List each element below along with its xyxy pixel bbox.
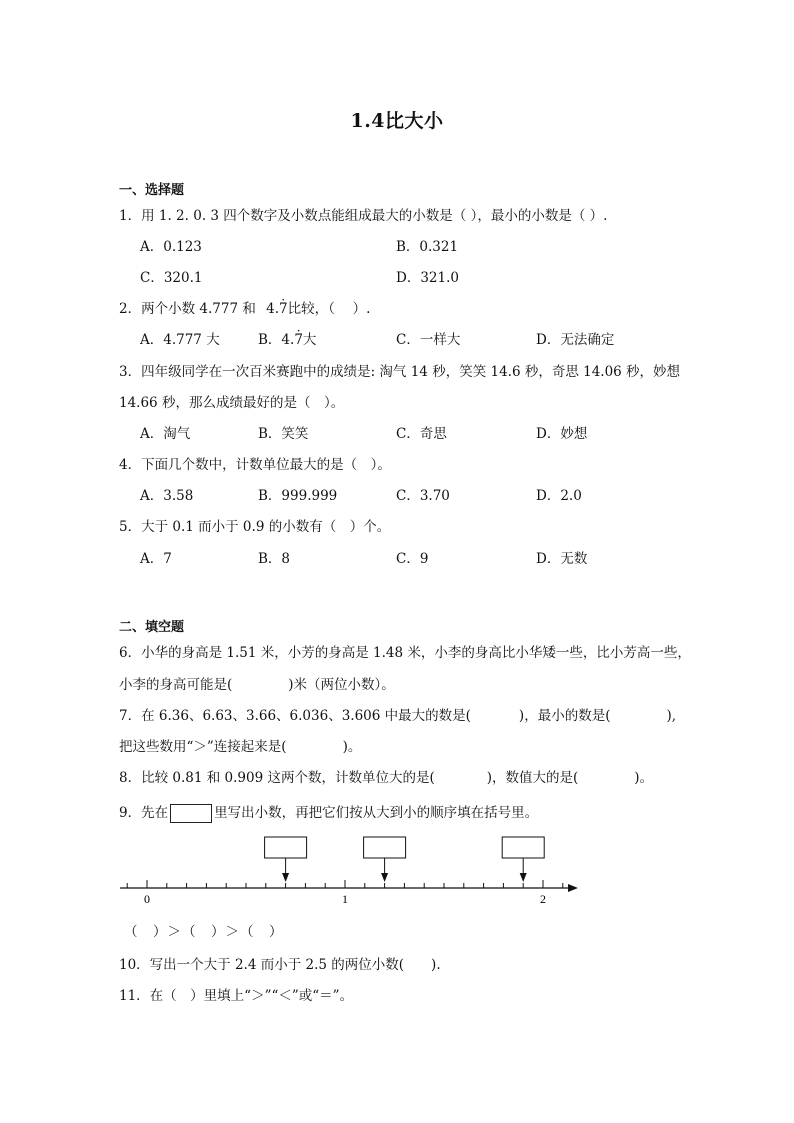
tick-label-0: 0 bbox=[144, 892, 150, 906]
question-1-option-d: D．321.0 bbox=[396, 270, 459, 286]
question-2-option-a: A．4.777 大 bbox=[140, 332, 220, 348]
question-4-option-b: B．999.999 bbox=[258, 488, 338, 504]
axis-arrowhead bbox=[568, 884, 578, 892]
repeating-digit: 7 · bbox=[279, 299, 288, 319]
question-6-line2: 小李的身高可能是( )米（两位小数）。 bbox=[119, 677, 395, 693]
marker-arrowhead bbox=[282, 873, 289, 882]
question-5-stem: 5．大于 0.1 而小于 0.9 的小数有（ ）个。 bbox=[119, 519, 391, 535]
question-2-stem-end: 比较，（ ）. bbox=[287, 301, 371, 317]
page-title: 1.4比大小 bbox=[350, 110, 444, 132]
question-4-option-a: A．3.58 bbox=[140, 488, 194, 504]
question-6-line1: 6．小华的身高是 1.51 米，小芳的身高是 1.48 米，小李的身高比小华矮一些，比小芳高一些， bbox=[119, 645, 691, 661]
question-2-stem-start: 2．两个小数 4.777 和 bbox=[119, 301, 256, 317]
question-3-option-b: B．笑笑 bbox=[258, 426, 309, 442]
question-5-option-d: D．无数 bbox=[536, 551, 588, 567]
question-1-option-a: A．0.123 bbox=[140, 239, 202, 255]
question-8-stem: 8．比较 0.81 和 0.909 这两个数，计数单位大的是( )，数值大的是( )。 bbox=[119, 770, 654, 786]
section-heading-choice: 一、选择题 bbox=[119, 183, 185, 198]
repeating-digit: 7 · bbox=[294, 330, 303, 350]
number-line-markers bbox=[265, 837, 545, 882]
section-heading-fill-blank: 二、填空题 bbox=[119, 620, 185, 635]
answer-box[interactable] bbox=[265, 837, 307, 858]
question-9-stem: 9．先在 里写出小数，再把它们按从大到小的顺序填在括号里。 bbox=[119, 805, 539, 821]
question-3-option-c: C．奇思 bbox=[396, 426, 447, 442]
tick-label-2: 2 bbox=[540, 892, 546, 906]
question-2-option-d: D．无法确定 bbox=[536, 332, 615, 348]
question-3-option-a: A．淘气 bbox=[140, 426, 191, 442]
question-7-line2: 把这些数用“＞”连接起来是( )。 bbox=[119, 739, 362, 755]
question-3-stem-line1: 3．四年级同学在一次百米赛跑中的成绩是: 淘气 14 秒，笑笑 14.6 秒，奇思 14.06 秒，妙想 bbox=[119, 364, 681, 380]
question-2-option-c: C．一样大 bbox=[396, 332, 461, 348]
question-2-option-b: B．4.7 ·大 bbox=[258, 330, 316, 350]
answer-box[interactable] bbox=[364, 837, 406, 858]
question-4-stem: 4．下面几个数中，计数单位最大的是（ ）。 bbox=[119, 457, 391, 473]
question-1-option-c: C．320.1 bbox=[140, 270, 203, 286]
question-9-answer-order: （ ）＞（ ）＞（ ） bbox=[124, 924, 284, 940]
question-5-option-c: C．9 bbox=[396, 551, 429, 567]
marker-arrowhead bbox=[381, 873, 388, 882]
question-4-option-d: D．2.0 bbox=[536, 488, 582, 504]
repeating-decimal: 4.7 · bbox=[266, 301, 287, 317]
marker-3 bbox=[502, 837, 544, 882]
question-7-line1: 7．在 6.36、6.63、3.66、6.036、3.606 中最大的数是( )，最小的数是( ), bbox=[119, 708, 677, 724]
question-3-stem-line2: 14.66 秒，那么成绩最好的是（ ）。 bbox=[119, 395, 345, 411]
question-4-option-c: C．3.70 bbox=[396, 488, 450, 504]
marker-arrowhead bbox=[520, 873, 527, 882]
question-3-option-d: D．妙想 bbox=[536, 426, 588, 442]
question-5-option-b: B．8 bbox=[258, 551, 291, 567]
question-1-stem: 1．用 1. 2. 0. 3 四个数字及小数点能组成最大的小数是（ ），最小的小数是（ ）. bbox=[119, 208, 608, 224]
number-line-ticks bbox=[127, 880, 563, 888]
question-1-option-b: B．0.321 bbox=[396, 239, 459, 255]
tick-label-1: 1 bbox=[342, 892, 348, 906]
question-10-stem: 10．写出一个大于 2.4 而小于 2.5 的两位小数( ). bbox=[119, 957, 441, 973]
marker-2 bbox=[364, 837, 406, 882]
question-5-option-a: A．7 bbox=[140, 551, 172, 567]
marker-1 bbox=[265, 837, 307, 882]
question-11-stem: 11．在（ ）里填上“＞”“＜”或“＝”。 bbox=[119, 988, 354, 1004]
answer-box[interactable] bbox=[502, 837, 544, 858]
